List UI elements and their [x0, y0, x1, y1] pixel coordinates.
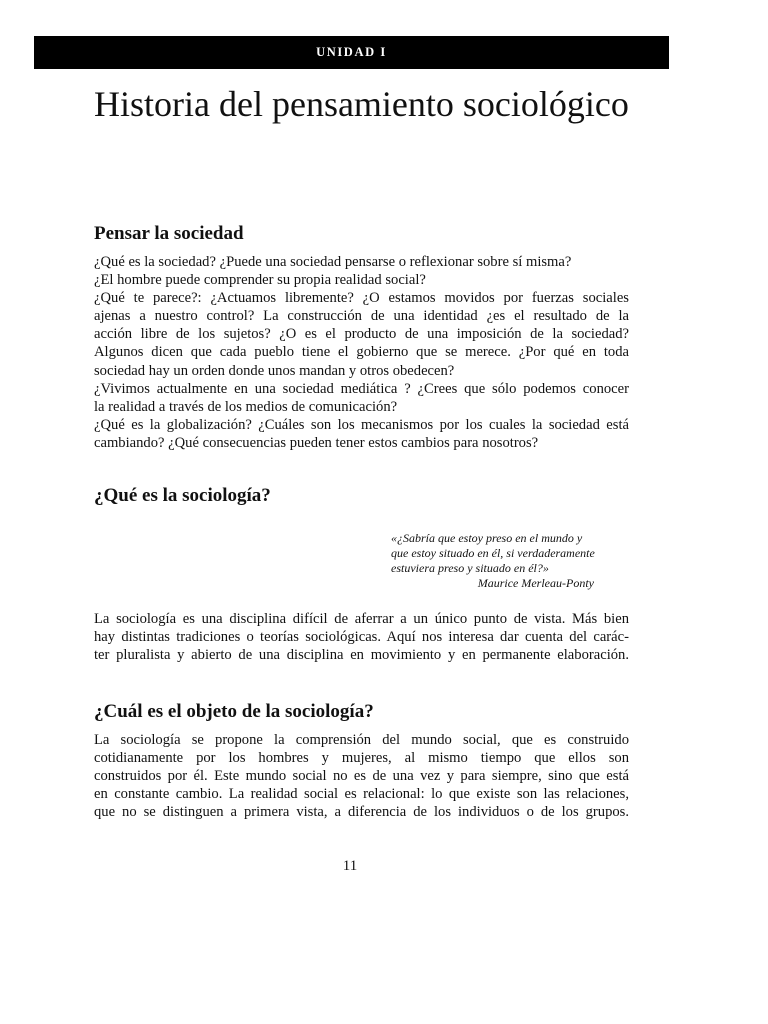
section-heading-pensar-la-sociedad: Pensar la sociedad: [94, 223, 244, 244]
paragraph-line: ¿Qué es la sociedad? ¿Puede una sociedad pensarse o reflexionar sobre sí misma?: [94, 254, 572, 270]
paragraph-line: La sociología es una disciplina difícil de aferrar a un único punto de vista. Más bien: [94, 611, 629, 627]
section-heading-objeto-de-la-sociologia: ¿Cuál es el objeto de la sociología?: [94, 701, 374, 722]
section-paragraph-pensar-la-sociedad: [94, 253, 629, 452]
paragraph-line: construidos por él. Este mundo social no es de una vez y para siempre, sino que está: [94, 768, 629, 785]
paragraph-line: ter pluralista y abierto de una disciplina en movimiento y en permanente elaboración.: [94, 647, 629, 664]
paragraph-line: sociedad hay un orden donde unos mandan y otros obedecen?: [94, 362, 455, 379]
unit-label: UNIDAD I: [316, 45, 387, 59]
page-title: Historia del pensamiento sociológico: [94, 84, 629, 124]
paragraph-line: cotidianamente por los hombres y mujeres, al mismo tiempo que ellos son: [94, 750, 629, 767]
section-heading-que-es-la-sociologia: ¿Qué es la sociología?: [94, 485, 271, 506]
paragraph-line: acción libre de los sujetos? ¿O es el producto de una imposición de la sociedad?: [94, 326, 629, 343]
paragraph-line: cambiando? ¿Qué consecuencias pueden tener estos cambios para nosotros?: [94, 434, 539, 451]
quote-author: Maurice Merleau-Ponty: [477, 576, 594, 590]
page-number: 11: [342, 858, 358, 874]
paragraph-line: la realidad a través de los medios de comunicación?: [94, 398, 398, 415]
section-paragraph-objeto-de-la-sociologia: [94, 731, 629, 821]
paragraph-line: ¿Vivimos actualmente en una sociedad mediática ? ¿Crees que sólo podemos conocer: [94, 380, 629, 397]
paragraph-line: ¿Qué te parece?: ¿Actuamos libremente? ¿O estamos movidos por fuerzas sociales: [94, 290, 629, 307]
paragraph-line: Algunos dicen que cada pueblo tiene el gobierno que se merece. ¿Por qué en toda: [94, 344, 629, 361]
quote-line: estuviera preso y situado en él?»: [391, 561, 549, 575]
quote-line: «¿Sabría que estoy preso en el mundo y: [391, 531, 583, 545]
epigraph-quote: [391, 531, 594, 591]
unit-banner: [34, 36, 669, 69]
quote-line: que estoy situado en él, si verdaderamente: [391, 546, 595, 560]
paragraph-line: hay distintas tradiciones o teorías sociológicas. Aquí nos interesa dar cuenta del carác-: [94, 629, 629, 646]
paragraph-line: en constante cambio. La realidad social es relacional: lo que existe son las relaciones,: [94, 786, 629, 803]
paragraph-line: La sociología se propone la comprensión del mundo social, que es construido: [94, 732, 629, 748]
paragraph-line: ¿El hombre puede comprender su propia realidad social?: [94, 272, 426, 289]
section-paragraph-que-es-la-sociologia: [94, 610, 629, 664]
paragraph-line: que no se distinguen a primera vista, a diferencia de los individuos o de los grupos.: [94, 804, 629, 821]
paragraph-line: ¿Qué es la globalización? ¿Cuáles son los mecanismos por los cuales la sociedad está: [94, 416, 629, 433]
paragraph-line: ajenas a nuestro control? La construcción de una identidad ¿es el resultado de la: [94, 308, 629, 325]
